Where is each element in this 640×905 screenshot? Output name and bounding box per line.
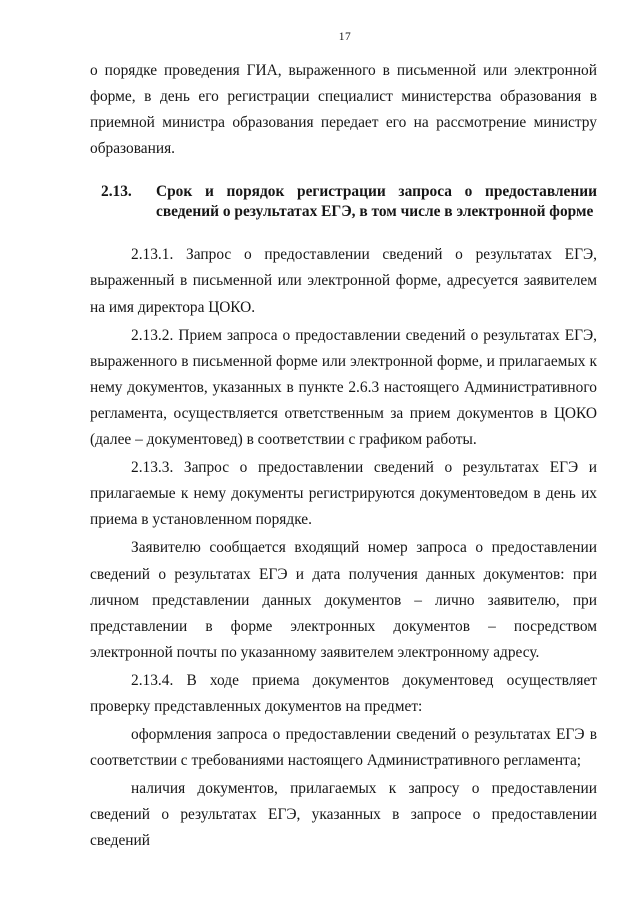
paragraph-continuation: о порядке проведения ГИА, выраженного в письменной или электронной форме, в день его регистрации специалист министерства образования в приемной министра образования передает его на рассмотрение министру образования. — [90, 62, 597, 158]
document-body — [90, 58, 597, 855]
page-number: 17 — [338, 31, 352, 43]
section-number: 2.13. — [101, 183, 132, 201]
paragraph-2-13-1: 2.13.1. Запрос о предоставлении сведений о результатах ЕГЭ, выраженный в письменной или электронной форме, адресуется заявителем на имя директора ЦОКО. — [90, 246, 597, 316]
section-title: Срок и порядок регистрации запроса о предоставлении сведений о результатах ЕГЭ, в том числе в электронной форме — [156, 183, 597, 221]
section-heading — [90, 182, 597, 222]
paragraph-check-form: оформления запроса о предоставлении сведений о результатах ЕГЭ в соответствии с требованиями настоящего Административного регламента; — [90, 726, 597, 770]
paragraph-2-13-2: 2.13.2. Прием запроса о предоставлении сведений о результатах ЕГЭ, выраженного в письменной форме или электронной форме, и прилагаемых к нему документов, указанных в пункте 2.6.3 настоящего Административного регламента, осуществляется ответственным за прием документов в ЦОКО (далее – документовед) в соответствии с графиком работы. — [90, 326, 597, 449]
paragraph-applicant-notice: Заявителю сообщается входящий номер запроса о предоставлении сведений о результатах ЕГЭ и дата получения данных документов: при личном представлении данных документов – лично заявителю, при представлении в форме электронных документов – посредством электронной почты по указанному заявителем электронному адресу. — [90, 539, 597, 661]
paragraph-check-documents: наличия документов, прилагаемых к запросу о предоставлении сведений о результатах ЕГЭ, указанных в запросе о предоставлении сведений — [90, 780, 597, 850]
paragraph-2-13-4: 2.13.4. В ходе приема документов документовед осуществляет проверку представленных документов на предмет: — [90, 671, 597, 715]
paragraph-2-13-3: 2.13.3. Запрос о предоставлении сведений о результатах ЕГЭ и прилагаемые к нему документы регистрируются документоведом в день их приема в установленном порядке. — [90, 459, 597, 529]
